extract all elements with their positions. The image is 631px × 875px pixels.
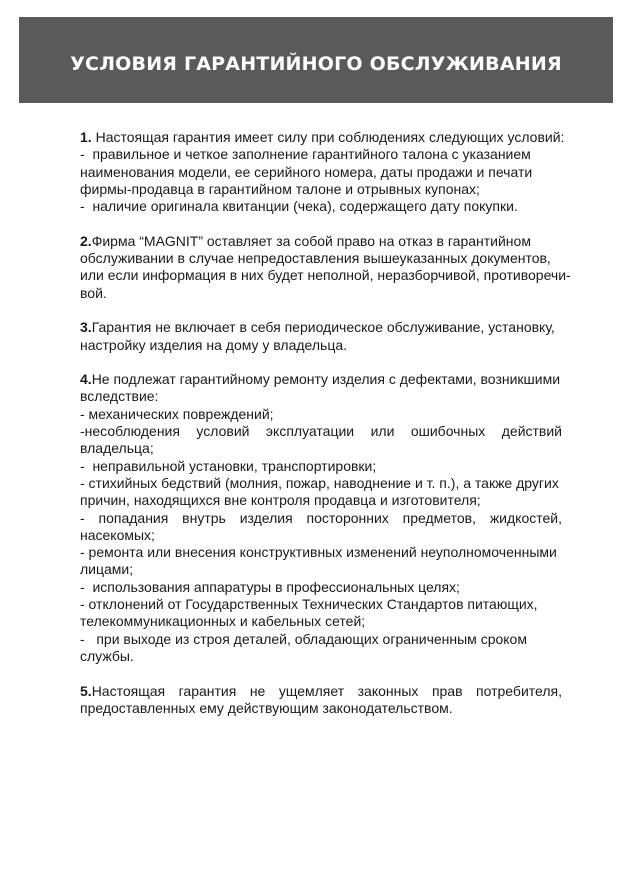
- text-line: [80, 561, 562, 578]
- line-text: фирмы-продавца в гарантийном талоне и отрывных купонах;: [80, 180, 480, 197]
- text-line: [80, 233, 562, 250]
- text-line: [80, 440, 562, 457]
- text-line: [80, 700, 562, 717]
- text-line: [80, 631, 562, 648]
- text-line: [80, 544, 562, 561]
- line-text: Фирма “MAGNIT” оставляет за собой право на отказ в гарантийном: [91, 232, 531, 249]
- text-line: [80, 648, 562, 665]
- text-line: [80, 596, 562, 613]
- line-text: или если информация в них будет неполной, неразборчивой, противоречи-: [80, 267, 571, 284]
- section-number: 1.: [80, 129, 92, 145]
- line-text: Не подлежат гарантийному ремонту изделия с дефектами, возникшими: [91, 371, 561, 388]
- text-line: [80, 146, 562, 163]
- text-line: [80, 164, 562, 181]
- section-3: [80, 319, 562, 354]
- text-line: [80, 267, 571, 284]
- text-line: [80, 337, 562, 354]
- title-banner: [19, 17, 613, 103]
- line-text: владельца;: [80, 440, 154, 457]
- page-title: УСЛОВИЯ ГАРАНТИЙНОГО ОБСЛУЖИВАНИЯ: [70, 53, 562, 75]
- line-text: - неправильной установки, транспортировки;: [80, 457, 377, 474]
- line-text: обслуживании в случае непредоставления вышеуказанных документов,: [80, 250, 551, 267]
- text-line: [80, 319, 562, 336]
- line-text: - использования аппаратуры в профессиональных целях;: [80, 578, 460, 595]
- section-2: [80, 232, 571, 302]
- text-line: [80, 181, 562, 198]
- text-line: [80, 285, 562, 302]
- section-5: [80, 683, 562, 718]
- line-text: Настоящая гарантия не ущемляет законных прав потребителя,: [91, 682, 562, 699]
- line-text: службы.: [80, 647, 134, 664]
- text-line: [80, 475, 562, 492]
- line-text: вследствие:: [80, 388, 159, 405]
- section-4: [80, 371, 562, 665]
- text-line: [80, 579, 562, 596]
- line-text: - наличие оригинала квитанции (чека), содержащего дату покупки.: [80, 198, 518, 215]
- text-line: [80, 510, 562, 527]
- text-line: [80, 198, 562, 215]
- text-line: [80, 406, 562, 423]
- line-text: Настоящая гарантия имеет силу при соблюдениях следующих условий:: [91, 129, 565, 145]
- text-line: [80, 527, 562, 544]
- warranty-terms: [80, 129, 571, 734]
- text-line: [80, 613, 562, 630]
- line-text: предоставленных ему действующим законодательством.: [80, 699, 453, 716]
- line-text: наименования модели, ее серийного номера, даты продажи и печати: [80, 163, 533, 180]
- line-text: - попадания внутрь изделия посторонних предметов, жидкостей,: [80, 509, 562, 526]
- text-line: [80, 683, 562, 700]
- line-text: насекомых;: [80, 526, 155, 543]
- text-line: [80, 250, 562, 267]
- text-line: [80, 129, 565, 146]
- section-number: 5.: [80, 682, 92, 699]
- text-line: [80, 458, 562, 475]
- line-text: настройку изделия на дому у владельца.: [80, 336, 348, 353]
- text-line: [80, 423, 562, 440]
- line-text: - ремонта или внесения конструктивных изменений неуполномоченными: [80, 544, 557, 561]
- line-text: вой.: [80, 284, 107, 301]
- line-text: Гарантия не включает в себя периодическое обслуживание, установку,: [91, 319, 555, 336]
- text-line: [80, 371, 562, 388]
- line-text: - при выходе из строя деталей, обладающих ограниченным сроком: [80, 630, 527, 647]
- section-1: [80, 129, 565, 215]
- section-number: 4.: [80, 371, 92, 388]
- text-line: [80, 388, 562, 405]
- line-text: - механических повреждений;: [80, 405, 274, 422]
- section-number: 2.: [80, 232, 92, 249]
- line-text: причин, находящихся вне контроля продавца и изготовителя;: [80, 492, 481, 509]
- line-text: лицами;: [80, 561, 134, 578]
- text-line: [80, 492, 562, 509]
- line-text: телекоммуникационных и кабельных сетей;: [80, 613, 366, 630]
- line-text: - стихийных бедствий (молния, пожар, наводнение и т. п.), а также других: [80, 474, 559, 491]
- section-number: 3.: [80, 319, 92, 336]
- line-text: - отклонений от Государственных Технических Стандартов питающих,: [80, 596, 538, 613]
- line-text: -несоблюдения условий эксплуатации или ошибочных действий: [80, 423, 562, 440]
- line-text: - правильное и четкое заполнение гарантийного талона с указанием: [80, 146, 531, 163]
